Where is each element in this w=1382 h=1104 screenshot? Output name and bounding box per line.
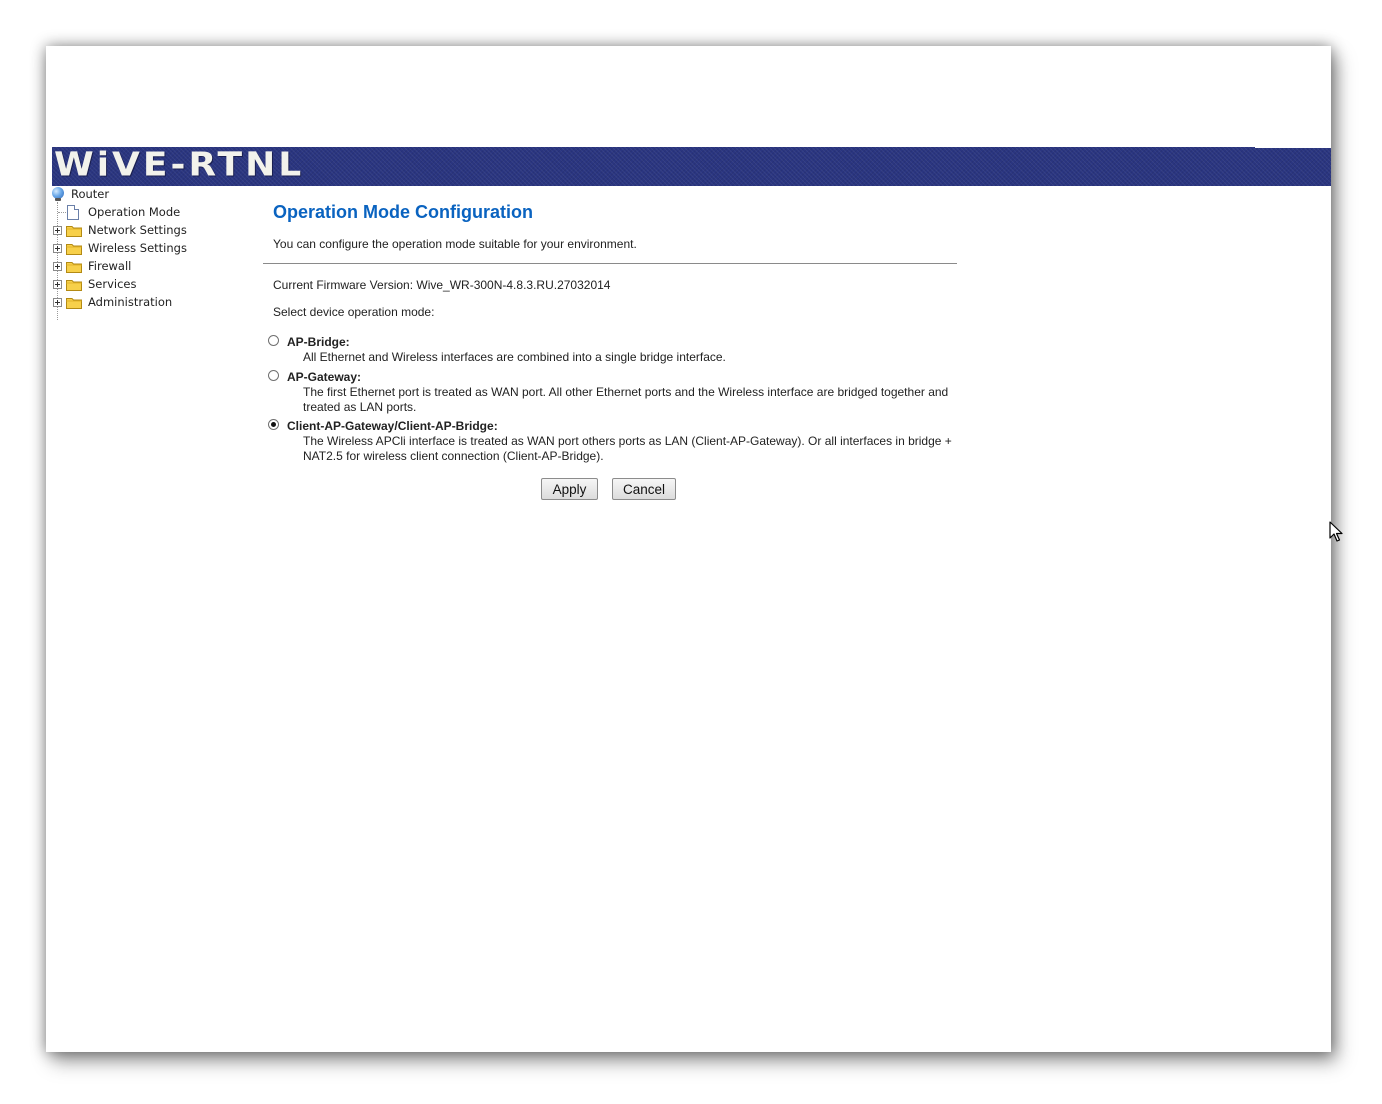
radio-ap-gateway[interactable]	[268, 370, 279, 381]
tree-item-label: Firewall	[88, 259, 132, 273]
radio-client-ap[interactable]	[268, 419, 279, 430]
tree-connector	[58, 212, 66, 213]
tree-item-label: Operation Mode	[88, 205, 181, 219]
brand-logo: WiVE-RTNL	[54, 147, 305, 184]
option-title-ap-bridge: AP-Bridge:	[287, 335, 350, 349]
page-description: You can configure the operation mode suitable for your environment.	[273, 237, 637, 251]
top-blank-area	[46, 46, 1331, 147]
header-banner	[52, 147, 1331, 186]
expand-icon[interactable]	[53, 298, 62, 307]
expand-icon[interactable]	[53, 262, 62, 271]
tree-item-label: Wireless Settings	[88, 241, 187, 255]
tree-root-label: Router	[71, 187, 110, 201]
mouse-cursor-icon	[1329, 521, 1343, 543]
globe-stand	[55, 198, 61, 201]
expand-icon[interactable]	[53, 280, 62, 289]
option-desc-ap-gateway: The first Ethernet port is treated as WAN port. All other Ethernet ports and the Wireless interface are bridged together and treated as LAN ports.	[303, 385, 949, 414]
left-edge	[46, 147, 52, 1052]
page-title: Operation Mode Configuration	[273, 202, 533, 222]
folder-icon	[66, 242, 82, 255]
radio-ap-bridge[interactable]	[268, 335, 279, 346]
option-desc-ap-bridge: All Ethernet and Wireless interfaces are combined into a single bridge interface.	[303, 350, 726, 364]
folder-icon	[66, 296, 82, 309]
tree-item-label: Administration	[88, 295, 173, 309]
divider	[263, 263, 957, 264]
document-icon	[67, 205, 79, 220]
expand-icon[interactable]	[53, 244, 62, 253]
tree-item-label: Network Settings	[88, 223, 187, 237]
folder-icon	[66, 224, 82, 237]
expand-icon[interactable]	[53, 226, 62, 235]
option-desc-client-ap: The Wireless APCli interface is treated as WAN port others ports as LAN (Client-AP-Gateway). Or all interfaces in bridge + NAT2.5 for wireless client connection (Client-AP-Bridge).	[303, 434, 952, 463]
option-title-ap-gateway: AP-Gateway:	[287, 370, 362, 384]
folder-icon	[66, 278, 82, 291]
tree-item-label: Services	[88, 277, 137, 291]
banner-notch	[1255, 147, 1331, 148]
select-mode-label: Select device operation mode:	[273, 305, 435, 319]
folder-icon	[66, 260, 82, 273]
firmware-version: Current Firmware Version: Wive_WR-300N-4.8.3.RU.27032014	[273, 278, 611, 292]
browser-window	[46, 46, 1331, 1052]
option-title-client-ap: Client-AP-Gateway/Client-AP-Bridge:	[287, 419, 498, 433]
apply-button[interactable]: Apply	[541, 478, 598, 500]
cancel-button[interactable]: Cancel	[612, 478, 676, 500]
